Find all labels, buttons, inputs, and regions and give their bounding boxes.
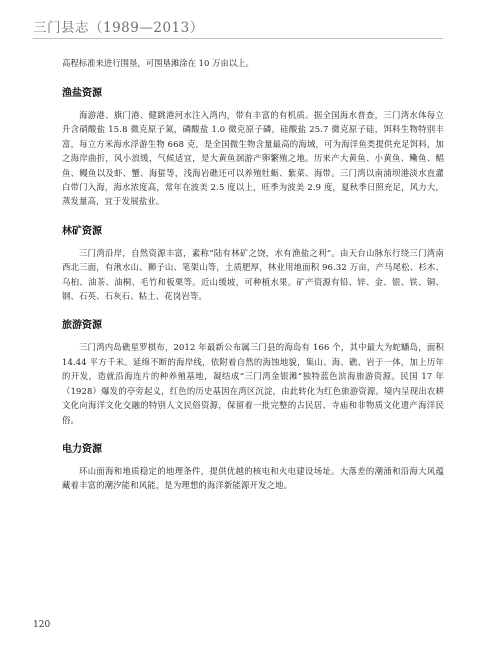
section-body: 海游港、旗门港、健跳港河水注入湾内，带有丰富的有机质。据全国海水普查，三门湾水体每立升含硝酸盐 15.8 微克原子氮，磷酸盐 1.0 微克原子磷，硅酸盐 25.7 微克原子硅，饵料生物特别丰富，每立方米海水浮游生物 668 克，是全国微生物含量最高的海域，可为海洋鱼类提供充足饵料，加之海岸曲折，风小浪缓，气候适宜，是大黄鱼洄游产卵繁殖之地。历来产大黄鱼、小黄鱼、鳓鱼、鲳鱼、鳗鱼以及虾、蟹、海蜇等，浅海岩礁还可以养殖牡蛎、紫菜、海带。三门湾以南浦坝港淡水直灌白带门入海，海水浓度高，常年在波美 2.5 度以上，旺季为波美 2.9 度，夏秋季日照充足，风力大，蒸发量高，宜于发展盐业。	[62, 110, 444, 207]
section-title: 旅游资源	[62, 320, 102, 332]
section-title: 渔盐资源	[62, 88, 102, 99]
section-title: 电力资源	[62, 443, 102, 455]
page-content	[62, 56, 444, 493]
page-number: 120	[33, 620, 51, 630]
running-head: 三门县志（1989—2013）	[33, 20, 204, 36]
section-fishery-salt	[62, 88, 444, 209]
section-body: 环山面海和地质稳定的地理条件，提供优越的核电和火电建设场址。大落差的潮涌和沿海大风蕴藏着丰富的潮汐能和风能，是为理想的海洋新能源开发之地。	[62, 465, 444, 491]
section-tourism	[62, 320, 444, 426]
section-body: 三门湾内岛礁星罗棋布，2012 年最新公布属三门县的海岛有 166 个，其中最大为蛇蟠岛，面积 14.44 平方千米。延绵不断的海岸线，依附着自然的海蚀地貌，集山、海、礁、岩于一体，加上历年的开发，造就沿海连片的种养殖基地，凝结成“三门湾金银滩”独特蓝色滨海旅游资源。民国 17 年（1928）爆发的亭旁起义，红色的历史基因在湾区沉淀，由此转化为红色旅游资源。境内呈现出农耕文化向海洋文化交融的特别人文民俗资源，保留着一批完整的古民居、寺庙和非物质文化遗产海洋民俗。	[62, 342, 444, 425]
section-title: 林矿资源	[62, 225, 102, 237]
section-power	[62, 444, 444, 493]
section-body: 三门湾沿岸，自然资源丰富，素称“陆有林矿之饶，水有渔盐之利”。由天台山脉东行绕三门湾南西北三面，有湫水山、狮子山、笔架山等，土质肥厚，林业用地面积 96.32 万亩，产马尾松、杉木、乌桕、油茶、油桐、毛竹和板栗等。近山缓坡，可种植水果。矿产资源有铅、锌、金、银、铁、铜、钢、石英、石灰石、粘土、花岗岩等。	[62, 247, 444, 302]
header-divider	[33, 38, 443, 39]
section-forest-mineral	[62, 226, 444, 304]
intro-paragraph: 高程标准来进行围垦，可围垦滩涂在 10 万亩以上。	[62, 58, 254, 68]
